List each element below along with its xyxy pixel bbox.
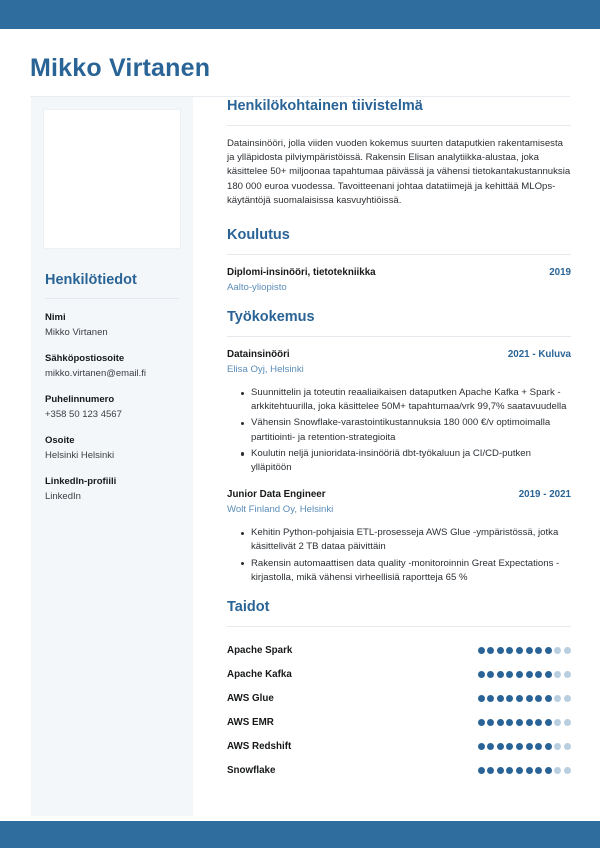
skill-level-dots (478, 647, 571, 654)
skill-dot-filled (526, 647, 533, 654)
personal-detail-item (43, 311, 181, 339)
photo-placeholder (43, 109, 181, 249)
education-date: 2019 (549, 267, 571, 279)
skill-dot-filled (506, 647, 513, 654)
skill-dot-filled (526, 671, 533, 678)
skill-dot-filled (478, 671, 485, 678)
skill-dot-filled (526, 767, 533, 774)
skill-dot-filled (497, 695, 504, 702)
skill-level-dots (478, 767, 571, 774)
personal-detail-label: Osoite (45, 435, 75, 446)
skill-row (227, 710, 571, 734)
skill-dot-filled (545, 671, 552, 678)
experience-entry (227, 488, 571, 585)
summary-divider (227, 125, 571, 126)
skill-level-dots (478, 743, 571, 750)
skill-name: AWS Glue (227, 692, 274, 704)
skill-level-dots (478, 695, 571, 702)
top-accent-bar (0, 0, 600, 29)
skill-dot-filled (487, 695, 494, 702)
experience-section-title: Työkokemus (227, 309, 315, 326)
job-bullet: Koulutin neljä junioridata-insinööriä dbt-työkaluun ja CI/CD-putken ylläpitöön (241, 447, 571, 475)
skills-divider (227, 626, 571, 627)
skill-dot-filled (516, 647, 523, 654)
skills-section-title: Taidot (227, 599, 270, 616)
education-entry-header (227, 266, 571, 280)
job-date-range: 2019 - 2021 (518, 489, 571, 501)
sidebar-section-title: Henkilötiedot (45, 272, 137, 288)
resume-content (0, 29, 600, 821)
skill-dot-filled (535, 743, 542, 750)
section-summary (227, 97, 571, 208)
skill-row (227, 686, 571, 710)
skill-dot-filled (506, 719, 513, 726)
skill-dot-filled (526, 743, 533, 750)
degree-title: Diplomi-insinööri, tietotekniikka (227, 267, 376, 279)
education-entry (227, 266, 571, 295)
skill-dot-filled (516, 695, 523, 702)
skill-row (227, 758, 571, 782)
skill-row (227, 638, 571, 662)
skill-dot-filled (545, 743, 552, 750)
section-education (227, 226, 571, 295)
skill-dot-filled (497, 671, 504, 678)
skill-dot-filled (535, 671, 542, 678)
company-name: Elisa Oyj, Helsinki (227, 364, 304, 376)
skill-dot-filled (516, 719, 523, 726)
company-name: Wolt Finland Oy, Helsinki (227, 504, 334, 516)
skill-name: Apache Spark (227, 644, 293, 656)
section-skills (227, 598, 571, 782)
personal-detail-item (43, 352, 181, 380)
experience-list (227, 348, 571, 585)
personal-detail-label: LinkedIn-profiili (45, 476, 117, 487)
skill-dot-empty (554, 671, 561, 678)
skill-dot-filled (487, 671, 494, 678)
skill-dot-filled (535, 647, 542, 654)
two-column-layout (0, 97, 600, 816)
skill-dot-filled (497, 767, 504, 774)
skill-dot-filled (478, 743, 485, 750)
skill-name: AWS Redshift (227, 740, 292, 752)
skill-name: Snowflake (227, 764, 276, 776)
skill-level-dots (478, 719, 571, 726)
personal-detail-label: Nimi (45, 312, 66, 323)
skill-dot-empty (554, 719, 561, 726)
skill-dot-filled (506, 695, 513, 702)
skills-list (227, 638, 571, 782)
personal-detail-item (43, 393, 181, 421)
education-list (227, 266, 571, 295)
skill-dot-filled (497, 719, 504, 726)
skill-dot-empty (554, 767, 561, 774)
skill-dot-filled (535, 695, 542, 702)
skill-dot-filled (487, 743, 494, 750)
personal-detail-item (43, 434, 181, 462)
skill-dot-filled (487, 767, 494, 774)
main-column (193, 97, 585, 786)
skill-dot-empty (564, 647, 571, 654)
skill-dot-filled (526, 695, 533, 702)
personal-detail-label: Puhelinnumero (45, 394, 115, 405)
skill-dot-filled (516, 743, 523, 750)
job-bullet: Suunnittelin ja toteutin reaaliaikaisen dataputken Apache Kafka + Spark -arkkitehtuurilla, joka käsittelee 50M+ tapahtumaa/vrk 99,7% saatavuudella (241, 386, 571, 414)
personal-detail-value: mikko.virtanen@email.fi (45, 368, 146, 379)
personal-detail-value: Helsinki Helsinki (45, 450, 115, 461)
job-date-range: 2021 - Kuluva (507, 349, 571, 361)
skill-dot-filled (535, 719, 542, 726)
education-divider (227, 254, 571, 255)
experience-entry (227, 348, 571, 475)
bottom-accent-bar (0, 821, 600, 848)
job-role: Junior Data Engineer (227, 489, 326, 501)
skill-row (227, 662, 571, 686)
skill-row (227, 734, 571, 758)
skill-dot-filled (487, 719, 494, 726)
skill-dot-filled (545, 647, 552, 654)
experience-entry-header (227, 348, 571, 362)
skill-dot-filled (478, 767, 485, 774)
personal-details-list (43, 311, 181, 503)
skill-dot-empty (554, 743, 561, 750)
skill-dot-filled (535, 767, 542, 774)
skill-dot-empty (564, 719, 571, 726)
skill-dot-filled (478, 647, 485, 654)
name-header (0, 29, 600, 97)
job-bullet: Vähensin Snowflake-varastointikustannuksia 180 000 €/v optimoimalla partitiointi- ja retention-strategioita (241, 416, 571, 444)
skill-dot-filled (506, 671, 513, 678)
skill-dot-empty (564, 671, 571, 678)
sidebar-title-divider (45, 298, 179, 299)
skill-dot-filled (545, 767, 552, 774)
skill-name: Apache Kafka (227, 668, 292, 680)
skill-dot-empty (564, 767, 571, 774)
job-bullet-list (227, 386, 571, 475)
personal-detail-value: Mikko Virtanen (45, 327, 108, 338)
skill-dot-filled (506, 743, 513, 750)
education-section-title: Koulutus (227, 227, 290, 244)
skill-name: AWS EMR (227, 716, 274, 728)
skill-level-dots (478, 671, 571, 678)
summary-text: Datainsinööri, jolla viiden vuoden kokemus suurten dataputkien rakentamisesta ja ylläpidosta pilviympäristöissä. Rakensin Elisan analytiikka-alustaa, joka käsittelee 50+ miljoonaa tapahtumaa päivässä ja vähensi tietokantakustannuksia 180 000 euroa vuodessa. Tavoitteenani johtaa datatiimejä ja kehittää MLOps-käytäntöjä suomalaisissa kasvuyhtiöissä. (227, 138, 571, 206)
job-bullet-list (227, 526, 571, 585)
skill-dot-empty (554, 647, 561, 654)
skill-dot-filled (545, 695, 552, 702)
personal-detail-value: +358 50 123 4567 (45, 409, 122, 420)
sidebar (31, 97, 193, 816)
skill-dot-filled (478, 695, 485, 702)
experience-divider (227, 336, 571, 337)
skill-dot-filled (478, 719, 485, 726)
skill-dot-empty (554, 695, 561, 702)
personal-detail-item (43, 475, 181, 503)
skill-dot-empty (564, 695, 571, 702)
skill-dot-filled (545, 719, 552, 726)
skill-dot-filled (516, 671, 523, 678)
skill-dot-empty (564, 743, 571, 750)
skill-dot-filled (497, 647, 504, 654)
skill-dot-filled (487, 647, 494, 654)
skill-dot-filled (497, 743, 504, 750)
page-title: Mikko Virtanen (30, 54, 211, 82)
skill-dot-filled (516, 767, 523, 774)
job-role: Datainsinööri (227, 349, 290, 361)
job-bullet: Rakensin automaattisen data quality -monitoroinnin Great Expectations -kirjastolla, mikä vähensi virheellisiä raportteja 65 % (241, 557, 571, 585)
job-bullet: Kehitin Python-pohjaisia ETL-prosesseja AWS Glue -ympäristössä, jotka käsittelivät 2 TB dataa päivittäin (241, 526, 571, 554)
personal-detail-value: LinkedIn (45, 491, 81, 502)
personal-detail-label: Sähköpostiosoite (45, 353, 125, 364)
experience-entry-header (227, 488, 571, 502)
school-name: Aalto-yliopisto (227, 282, 287, 294)
section-experience (227, 308, 571, 585)
skill-dot-filled (526, 719, 533, 726)
summary-section-title: Henkilökohtainen tiivistelmä (227, 98, 423, 114)
skill-dot-filled (506, 767, 513, 774)
